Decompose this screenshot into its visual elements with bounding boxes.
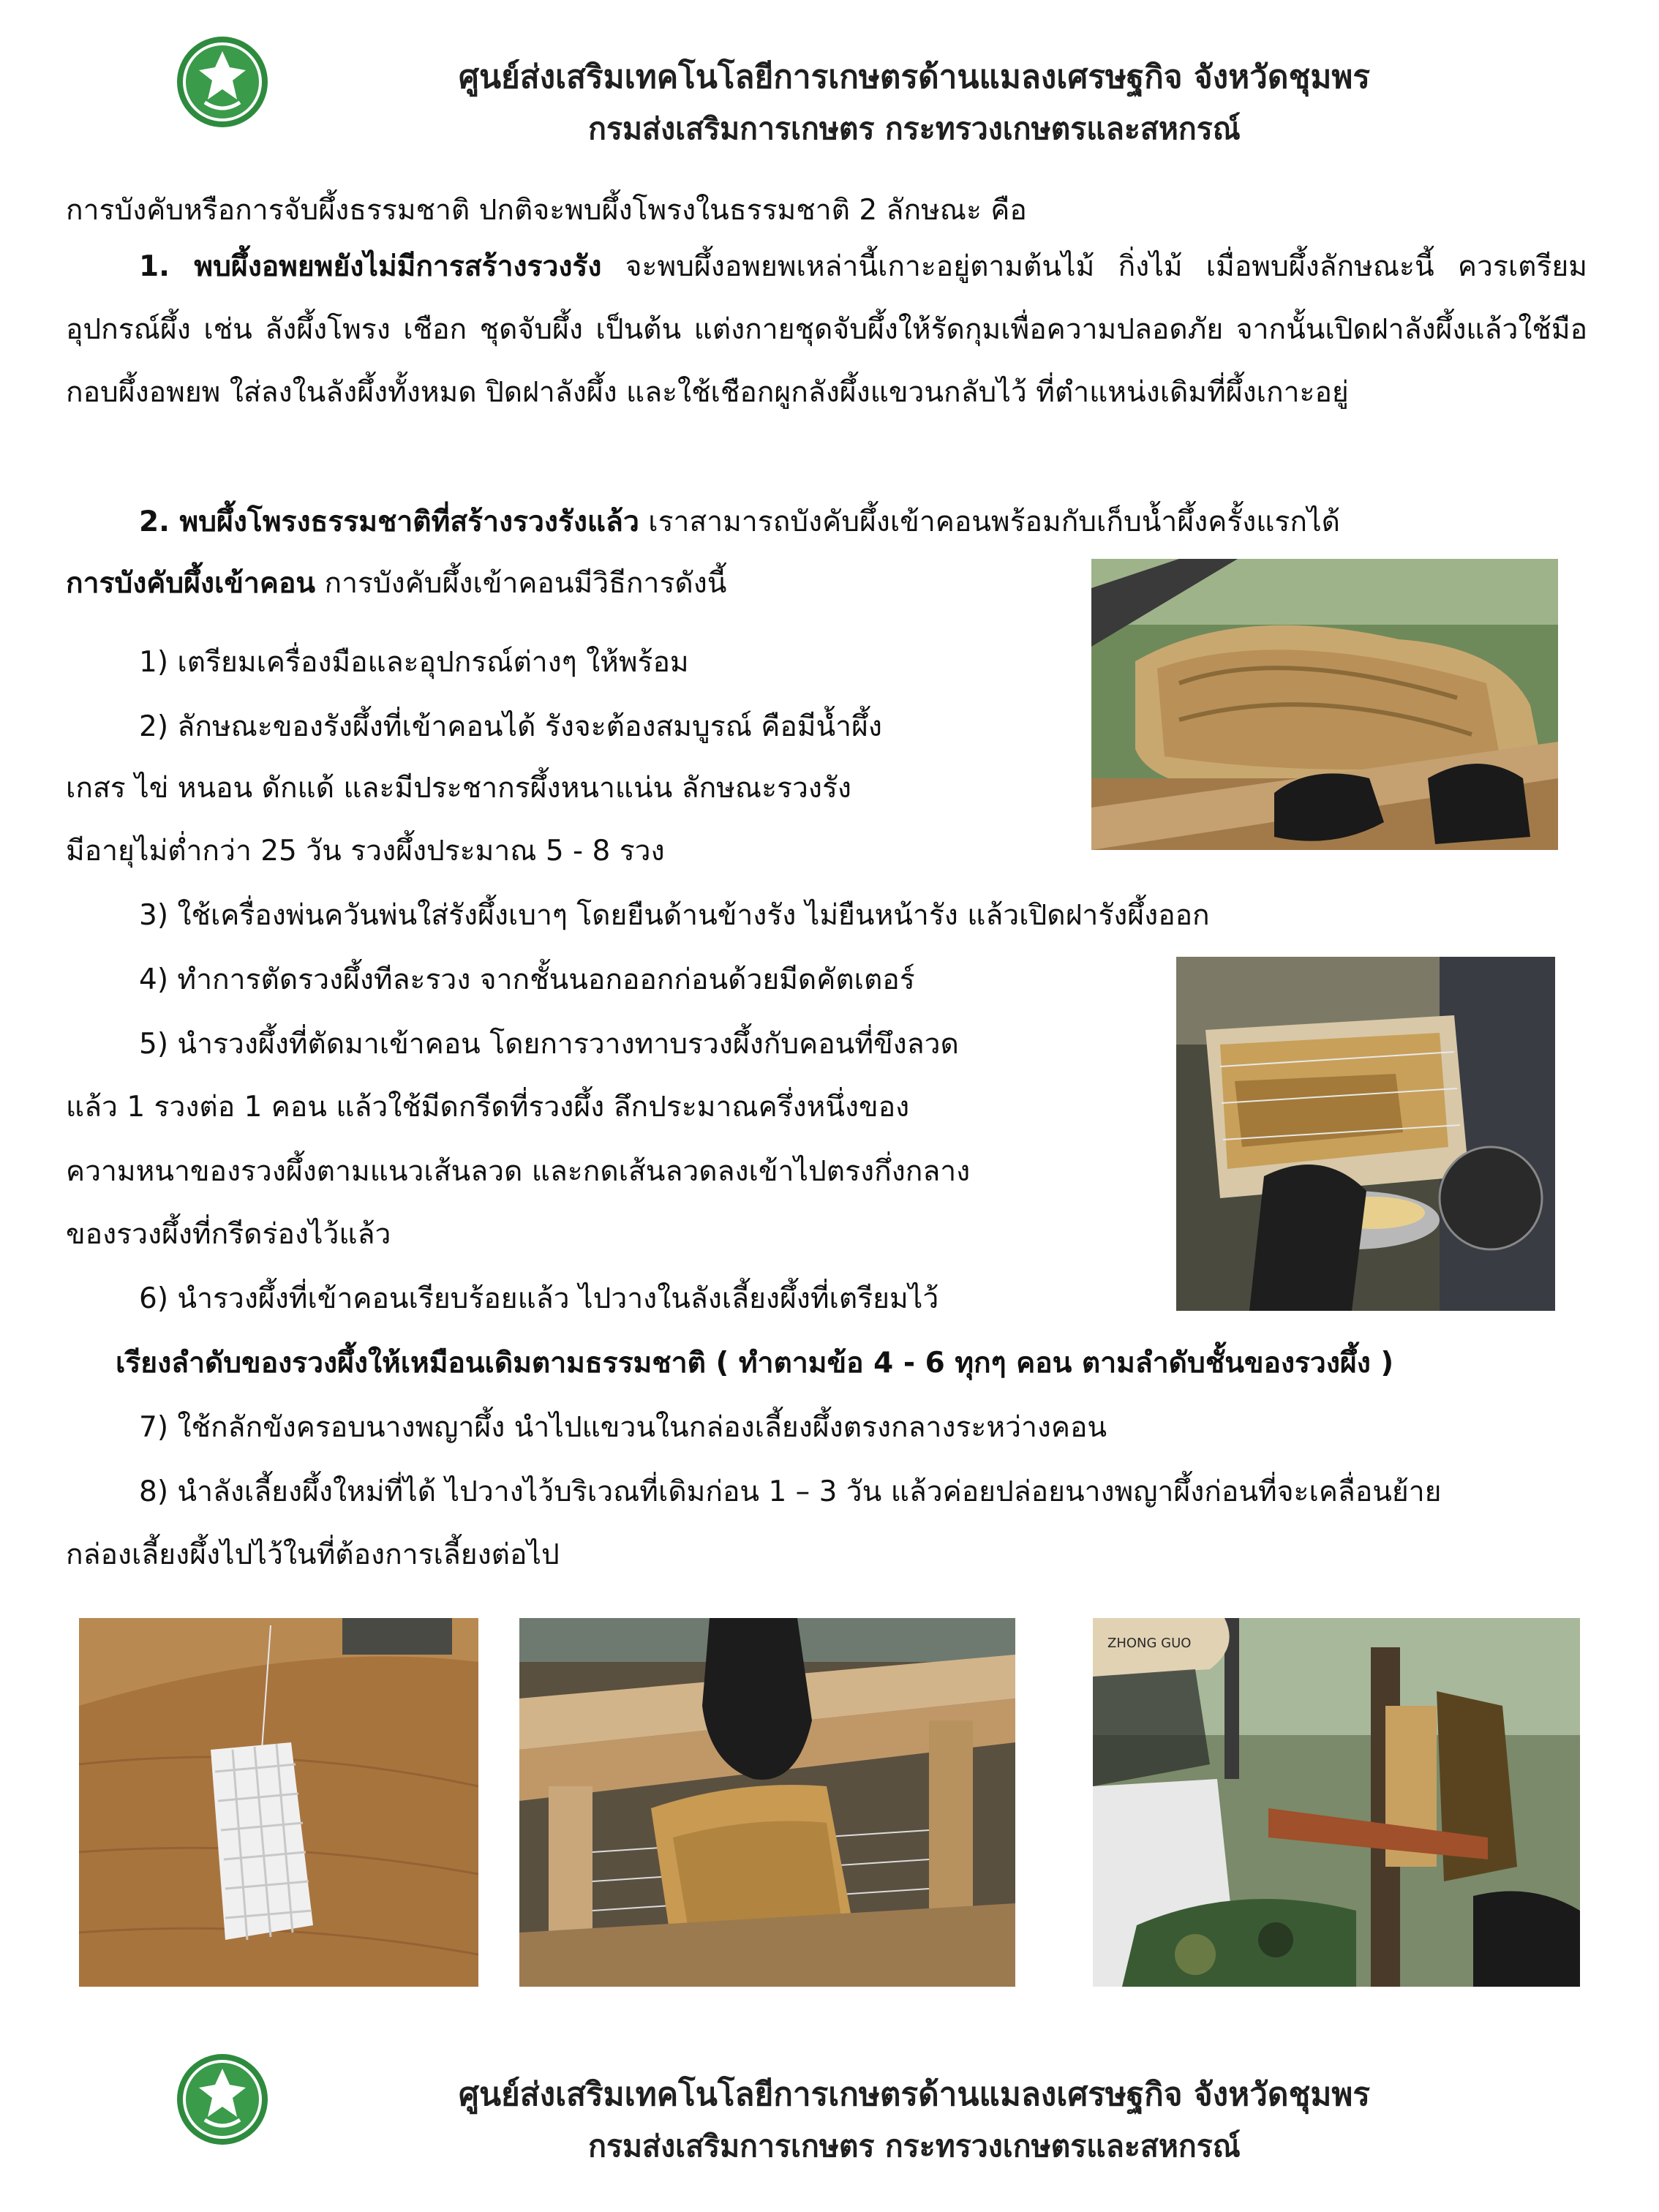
- header-subtitle: กรมส่งเสริมการเกษตร กระทรวงเกษตรและสหกรณ์: [588, 111, 1241, 146]
- step-5-line-3: ความหนาของรวงผึ้งตามแนวเส้นลวด และกดเส้นลวดลงเข้าไปตรงกึ่งกลาง: [66, 1155, 971, 1188]
- step-2-line-1: 2) ลักษณะของรังผึ้งที่เข้าคอนได้ รังจะต้องสมบูรณ์ คือมีน้ำผึ้ง: [139, 710, 882, 743]
- paragraph-2-text: เราสามารถบังคับผึ้งเข้าคอนพร้อมกับเก็บน้ำผึ้งครั้งแรกได้: [639, 505, 1340, 538]
- paragraph-1-text: จะพบผึ้งอพยพเหล่านี้เกาะอยู่ตามต้นไม้ กิ่งไม้ เมื่อพบผึ้งลักษณะนี้ ควรเตรียมอุปกรณ์ผึ้ง เช่น ลังผึ้งโพรง เชือก ชุดจับผึ้ง เป็นต้น แต่งกายชุดจับผึ้งให้รัดกุมเพื่อความปลอดภัย จากนั้นเปิดฝาลังผึ้งแล้วใช้มือกอบผึ้งอพยพ ใส่ลงในลังผึ้งทั้งหมด ปิดฝาลังผึ้ง และใช้เชือกผูกลังผึ้งแขวนกลับไว้ ที่ตำแหน่งเดิมที่ผึ้งเกาะอยู่: [66, 250, 1587, 409]
- step-1: 1) เตรียมเครื่องมือและอุปกรณ์ต่างๆ ให้พร้อม: [139, 646, 689, 679]
- footer-subtitle: กรมส่งเสริมการเกษตร กระทรวงเกษตรและสหกรณ์: [588, 2129, 1241, 2164]
- photo-gloved-hand-comb: [519, 1618, 1015, 1987]
- step-5-line-4: ของรวงผึ้งที่กรีดร่องไว้แล้ว: [66, 1218, 391, 1251]
- agriculture-department-logo-footer: [176, 2053, 269, 2146]
- paragraph-2: [139, 503, 1340, 541]
- step-5-line-2: แล้ว 1 รวงต่อ 1 คอน แล้วใช้มีดกรีดที่รวงผึ้ง ลึกประมาณครึ่งหนึ่งของ: [66, 1091, 910, 1124]
- paragraph-1: [66, 236, 1587, 424]
- step-8-line-2: กล่องเลี้ยงผึ้งไปไว้ในที่ต้องการเลี้ยงต่อไป: [66, 1538, 560, 1571]
- method-line: [66, 565, 726, 603]
- step-2-line-2: เกสร ไข่ หนอน ดักแด้ และมีประชากรผึ้งหนาแน่น ลักษณะรวงรัง: [66, 772, 851, 805]
- method-text: การบังคับผึ้งเข้าคอนมีวิธีการดังนี้: [315, 567, 727, 600]
- photo-beekeepers-hive: [1093, 1618, 1580, 1987]
- agriculture-department-logo: [176, 35, 269, 129]
- intro-line: การบังคับหรือการจับผึ้งธรรมชาติ ปกติจะพบผึ้งโพรงในธรรมชาติ 2 ลักษณะ คือ: [66, 194, 1027, 227]
- order-note-text: เรียงลำดับของรวงผึ้งให้เหมือนเดิมตามธรรมชาติ ( ทำตามข้อ 4 - 6 ทุกๆ คอน ตามลำดับชั้นของรวงผึ้ง ): [116, 1347, 1394, 1380]
- paragraph-1-heading: 1. พบผึ้งอพยพยังไม่มีการสร้างรวงรัง: [139, 250, 602, 283]
- step-5-line-1: 5) นำรวงผึ้งที่ตัดมาเข้าคอน โดยการวางทาบรวงผึ้งกับคอนที่ขึงลวด: [139, 1028, 959, 1061]
- step-7: 7) ใช้กลักขังครอบนางพญาผึ้ง นำไปแขวนในกล่องเลี้ยงผึ้งตรงกลางระหว่างคอน: [139, 1411, 1107, 1444]
- order-note: [116, 1344, 1393, 1382]
- step-8-line-1: 8) นำลังเลี้ยงผึ้งใหม่ที่ได้ ไปวางไว้บริเวณที่เดิมก่อน 1 – 3 วัน แล้วค่อยปล่อยนางพญาผึ้งก่อนที่จะเคลื่อนย้าย: [139, 1475, 1442, 1508]
- page-header: [0, 35, 1659, 145]
- method-heading: การบังคับผึ้งเข้าคอน: [66, 567, 316, 600]
- photo-frame-with-wires: [1176, 957, 1555, 1311]
- step-3: 3) ใช้เครื่องพ่นควันพ่นใส่รังผึ้งเบาๆ โดยยืนด้านข้างรัง ไม่ยืนหน้ารัง แล้วเปิดฝารังผึ้งออก: [139, 899, 1210, 932]
- step-4: 4) ทำการตัดรวงผึ้งทีละรวง จากชั้นนอกออกก่อนด้วยมีดคัตเตอร์: [139, 963, 915, 996]
- step-2-line-3: มีอายุไม่ต่ำกว่า 25 วัน รวงผึ้งประมาณ 5 - 8 รวง: [66, 835, 665, 868]
- header-title: ศูนย์ส่งเสริมเทคโนโลยีการเกษตรด้านแมลงเศรษฐกิจ จังหวัดชุมพร: [459, 59, 1370, 96]
- photo-comb-in-box: [1091, 559, 1558, 850]
- hat-text: ZHONG GUO: [1107, 1636, 1192, 1651]
- step-6: 6) นำรวงผึ้งที่เข้าคอนเรียบร้อยแล้ว ไปวางในลังเลี้ยงผึ้งที่เตรียมไว้: [139, 1282, 939, 1315]
- page-footer: [0, 2053, 1659, 2162]
- footer-title: ศูนย์ส่งเสริมเทคโนโลยีการเกษตรด้านแมลงเศรษฐกิจ จังหวัดชุมพร: [459, 2076, 1370, 2113]
- photo-queen-cage: [79, 1618, 478, 1987]
- paragraph-2-heading: 2. พบผึ้งโพรงธรรมชาติที่สร้างรวงรังแล้ว: [139, 505, 639, 538]
